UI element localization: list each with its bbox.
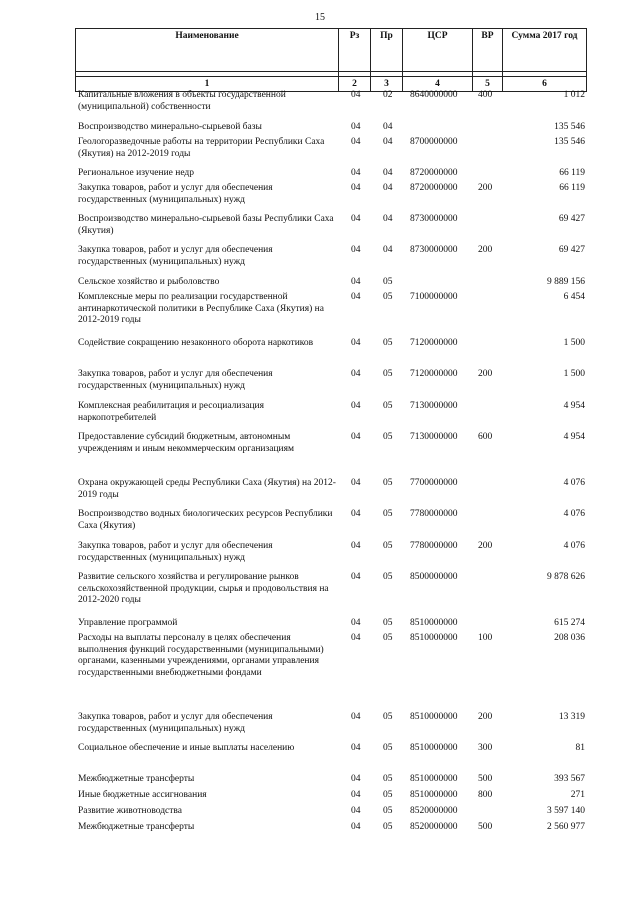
row-pr: 05 bbox=[383, 822, 393, 832]
row-rz: 04 bbox=[351, 633, 361, 643]
row-name: Межбюджетные трансферты bbox=[78, 822, 195, 832]
row-name: Закупка товаров, работ и услуг для обеспечения государственных (муниципальных) нужд bbox=[78, 712, 273, 734]
row-rz: 04 bbox=[351, 168, 361, 178]
row-sum: 1 012 bbox=[563, 90, 585, 100]
row-sum: 66 119 bbox=[559, 168, 585, 178]
row-csr: 8720000000 bbox=[410, 168, 458, 178]
row-vr: 200 bbox=[478, 712, 493, 722]
row-name: Управление программой bbox=[78, 618, 178, 628]
row-name: Воспроизводство минерально-сырьевой базы bbox=[78, 122, 262, 132]
row-name: Геологоразведочные работы на территории Республики Саха (Якутия) на 2012-2019 годы bbox=[78, 137, 325, 159]
row-sum: 9 878 626 bbox=[547, 572, 585, 582]
row-rz: 04 bbox=[351, 122, 361, 132]
row-sum: 4 076 bbox=[563, 509, 585, 519]
row-rz: 04 bbox=[351, 509, 361, 519]
row-name: Комплексные меры по реализации государственной антинаркотической политики в Республике Саха (Якутия) на 2012-2019 годы bbox=[78, 292, 324, 326]
row-pr: 05 bbox=[383, 633, 393, 643]
row-vr: 100 bbox=[478, 633, 493, 643]
row-pr: 05 bbox=[383, 618, 393, 628]
row-name: Социальное обеспечение и иные выплаты населению bbox=[78, 743, 295, 753]
row-pr: 05 bbox=[383, 541, 393, 551]
row-csr: 7120000000 bbox=[410, 369, 458, 379]
header-rz: Рз bbox=[339, 29, 371, 72]
row-pr: 02 bbox=[383, 90, 393, 100]
row-pr: 05 bbox=[383, 572, 393, 582]
row-csr: 8700000000 bbox=[410, 137, 458, 147]
row-csr: 8510000000 bbox=[410, 712, 458, 722]
row-csr: 8510000000 bbox=[410, 633, 458, 643]
row-pr: 04 bbox=[383, 122, 393, 132]
row-csr: 7700000000 bbox=[410, 478, 458, 488]
row-rz: 04 bbox=[351, 774, 361, 784]
row-vr: 500 bbox=[478, 822, 493, 832]
row-pr: 05 bbox=[383, 790, 393, 800]
row-rz: 04 bbox=[351, 292, 361, 302]
row-sum: 1 500 bbox=[563, 338, 585, 348]
row-csr: 8520000000 bbox=[410, 822, 458, 832]
header-vr: ВР bbox=[473, 29, 503, 72]
row-pr: 05 bbox=[383, 277, 393, 287]
row-name: Капитальные вложения в объекты государственной (муниципальной) собственности bbox=[78, 90, 286, 112]
row-rz: 04 bbox=[351, 338, 361, 348]
header-pr: Пр bbox=[371, 29, 403, 72]
row-csr: 8640000000 bbox=[410, 90, 458, 100]
row-sum: 81 bbox=[575, 743, 585, 753]
row-vr: 200 bbox=[478, 369, 493, 379]
header-csr: ЦСР bbox=[403, 29, 473, 72]
row-pr: 05 bbox=[383, 712, 393, 722]
row-name: Развитие животноводства bbox=[78, 806, 183, 816]
column-number: 6 bbox=[503, 77, 587, 92]
row-sum: 6 454 bbox=[563, 292, 585, 302]
row-vr: 500 bbox=[478, 774, 493, 784]
row-pr: 05 bbox=[383, 478, 393, 488]
row-name: Региональное изучение недр bbox=[78, 168, 195, 178]
row-sum: 69 427 bbox=[558, 245, 585, 255]
row-sum: 393 567 bbox=[554, 774, 585, 784]
row-csr: 7100000000 bbox=[410, 292, 458, 302]
row-pr: 05 bbox=[383, 774, 393, 784]
row-csr: 8520000000 bbox=[410, 806, 458, 816]
row-rz: 04 bbox=[351, 822, 361, 832]
row-pr: 05 bbox=[383, 509, 393, 519]
row-rz: 04 bbox=[351, 183, 361, 193]
row-sum: 69 427 bbox=[558, 214, 585, 224]
row-sum: 208 036 bbox=[554, 633, 585, 643]
row-pr: 05 bbox=[383, 292, 393, 302]
column-number: 5 bbox=[473, 77, 503, 92]
page-number: 15 bbox=[315, 12, 325, 23]
row-rz: 04 bbox=[351, 432, 361, 442]
row-sum: 4 954 bbox=[563, 401, 585, 411]
row-name: Охрана окружающей среды Республики Саха (Якутия) на 2012-2019 годы bbox=[78, 478, 336, 500]
header-sum: Сумма 2017 год bbox=[503, 29, 587, 72]
column-number: 2 bbox=[339, 77, 371, 92]
row-vr: 300 bbox=[478, 743, 493, 753]
row-rz: 04 bbox=[351, 790, 361, 800]
row-pr: 05 bbox=[383, 743, 393, 753]
row-sum: 615 274 bbox=[554, 618, 585, 628]
row-csr: 8510000000 bbox=[410, 790, 458, 800]
column-number: 1 bbox=[76, 77, 339, 92]
row-rz: 04 bbox=[351, 245, 361, 255]
row-pr: 04 bbox=[383, 137, 393, 147]
row-name: Воспроизводство минерально-сырьевой базы Республики Саха (Якутия) bbox=[78, 214, 334, 236]
row-vr: 200 bbox=[478, 245, 493, 255]
row-pr: 05 bbox=[383, 806, 393, 816]
row-name: Закупка товаров, работ и услуг для обеспечения государственных (муниципальных) нужд bbox=[78, 541, 273, 563]
row-name: Воспроизводство водных биологических ресурсов Республики Саха (Якутия) bbox=[78, 509, 333, 531]
row-name: Закупка товаров, работ и услуг для обеспечения государственных (муниципальных) нужд bbox=[78, 369, 273, 391]
row-pr: 04 bbox=[383, 183, 393, 193]
row-sum: 13 319 bbox=[558, 712, 585, 722]
row-pr: 05 bbox=[383, 338, 393, 348]
row-name: Расходы на выплаты персоналу в целях обеспечения выполнения функций государственными (муниципальными) органами, казенными учреждениями, органами управления государственными внебюджетными фондами bbox=[78, 633, 324, 679]
row-sum: 66 119 bbox=[559, 183, 585, 193]
row-csr: 8510000000 bbox=[410, 774, 458, 784]
row-pr: 05 bbox=[383, 369, 393, 379]
row-sum: 4 076 bbox=[563, 541, 585, 551]
row-rz: 04 bbox=[351, 137, 361, 147]
row-csr: 8510000000 bbox=[410, 618, 458, 628]
row-sum: 135 546 bbox=[554, 137, 585, 147]
row-name: Комплексная реабилитация и ресоциализация наркопотребителей bbox=[78, 401, 264, 423]
column-number: 3 bbox=[371, 77, 403, 92]
row-name: Содействие сокращению незаконного оборота наркотиков bbox=[78, 338, 314, 348]
row-name: Закупка товаров, работ и услуг для обеспечения государственных (муниципальных) нужд bbox=[78, 183, 273, 205]
row-pr: 05 bbox=[383, 401, 393, 411]
row-sum: 9 889 156 bbox=[547, 277, 585, 287]
row-sum: 271 bbox=[570, 790, 585, 800]
row-vr: 200 bbox=[478, 183, 493, 193]
row-rz: 04 bbox=[351, 277, 361, 287]
row-csr: 8720000000 bbox=[410, 183, 458, 193]
row-sum: 4 076 bbox=[563, 478, 585, 488]
row-csr: 8730000000 bbox=[410, 214, 458, 224]
column-number: 4 bbox=[403, 77, 473, 92]
row-rz: 04 bbox=[351, 806, 361, 816]
row-rz: 04 bbox=[351, 478, 361, 488]
row-rz: 04 bbox=[351, 541, 361, 551]
header-name: Наименование bbox=[76, 29, 339, 72]
row-csr: 8500000000 bbox=[410, 572, 458, 582]
row-csr: 7130000000 bbox=[410, 401, 458, 411]
row-sum: 4 954 bbox=[563, 432, 585, 442]
row-pr: 05 bbox=[383, 432, 393, 442]
row-csr: 8730000000 bbox=[410, 245, 458, 255]
row-pr: 04 bbox=[383, 245, 393, 255]
row-rz: 04 bbox=[351, 90, 361, 100]
row-name: Межбюджетные трансферты bbox=[78, 774, 195, 784]
row-csr: 7780000000 bbox=[410, 509, 458, 519]
row-csr: 7780000000 bbox=[410, 541, 458, 551]
row-rz: 04 bbox=[351, 401, 361, 411]
row-sum: 3 597 140 bbox=[547, 806, 585, 816]
row-pr: 04 bbox=[383, 168, 393, 178]
row-rz: 04 bbox=[351, 572, 361, 582]
row-rz: 04 bbox=[351, 369, 361, 379]
row-rz: 04 bbox=[351, 743, 361, 753]
row-vr: 200 bbox=[478, 541, 493, 551]
row-rz: 04 bbox=[351, 712, 361, 722]
row-rz: 04 bbox=[351, 214, 361, 224]
row-name: Иные бюджетные ассигнования bbox=[78, 790, 207, 800]
row-vr: 400 bbox=[478, 90, 493, 100]
row-sum: 135 546 bbox=[554, 122, 585, 132]
row-rz: 04 bbox=[351, 618, 361, 628]
row-name: Предоставление субсидий бюджетным, автономным учреждениям и иным некоммерческим организациям bbox=[78, 432, 295, 454]
row-csr: 7120000000 bbox=[410, 338, 458, 348]
row-sum: 2 560 977 bbox=[547, 822, 585, 832]
row-vr: 600 bbox=[478, 432, 493, 442]
row-name: Развитие сельского хозяйства и регулирование рынков сельскохозяйственной продукции, сырья и продовольствия на 2012-2020 годы bbox=[78, 572, 329, 606]
row-name: Сельское хозяйство и рыболовство bbox=[78, 277, 220, 287]
row-sum: 1 500 bbox=[563, 369, 585, 379]
row-csr: 7130000000 bbox=[410, 432, 458, 442]
row-pr: 04 bbox=[383, 214, 393, 224]
row-vr: 800 bbox=[478, 790, 493, 800]
table-header bbox=[75, 28, 587, 92]
row-csr: 8510000000 bbox=[410, 743, 458, 753]
row-name: Закупка товаров, работ и услуг для обеспечения государственных (муниципальных) нужд bbox=[78, 245, 273, 267]
